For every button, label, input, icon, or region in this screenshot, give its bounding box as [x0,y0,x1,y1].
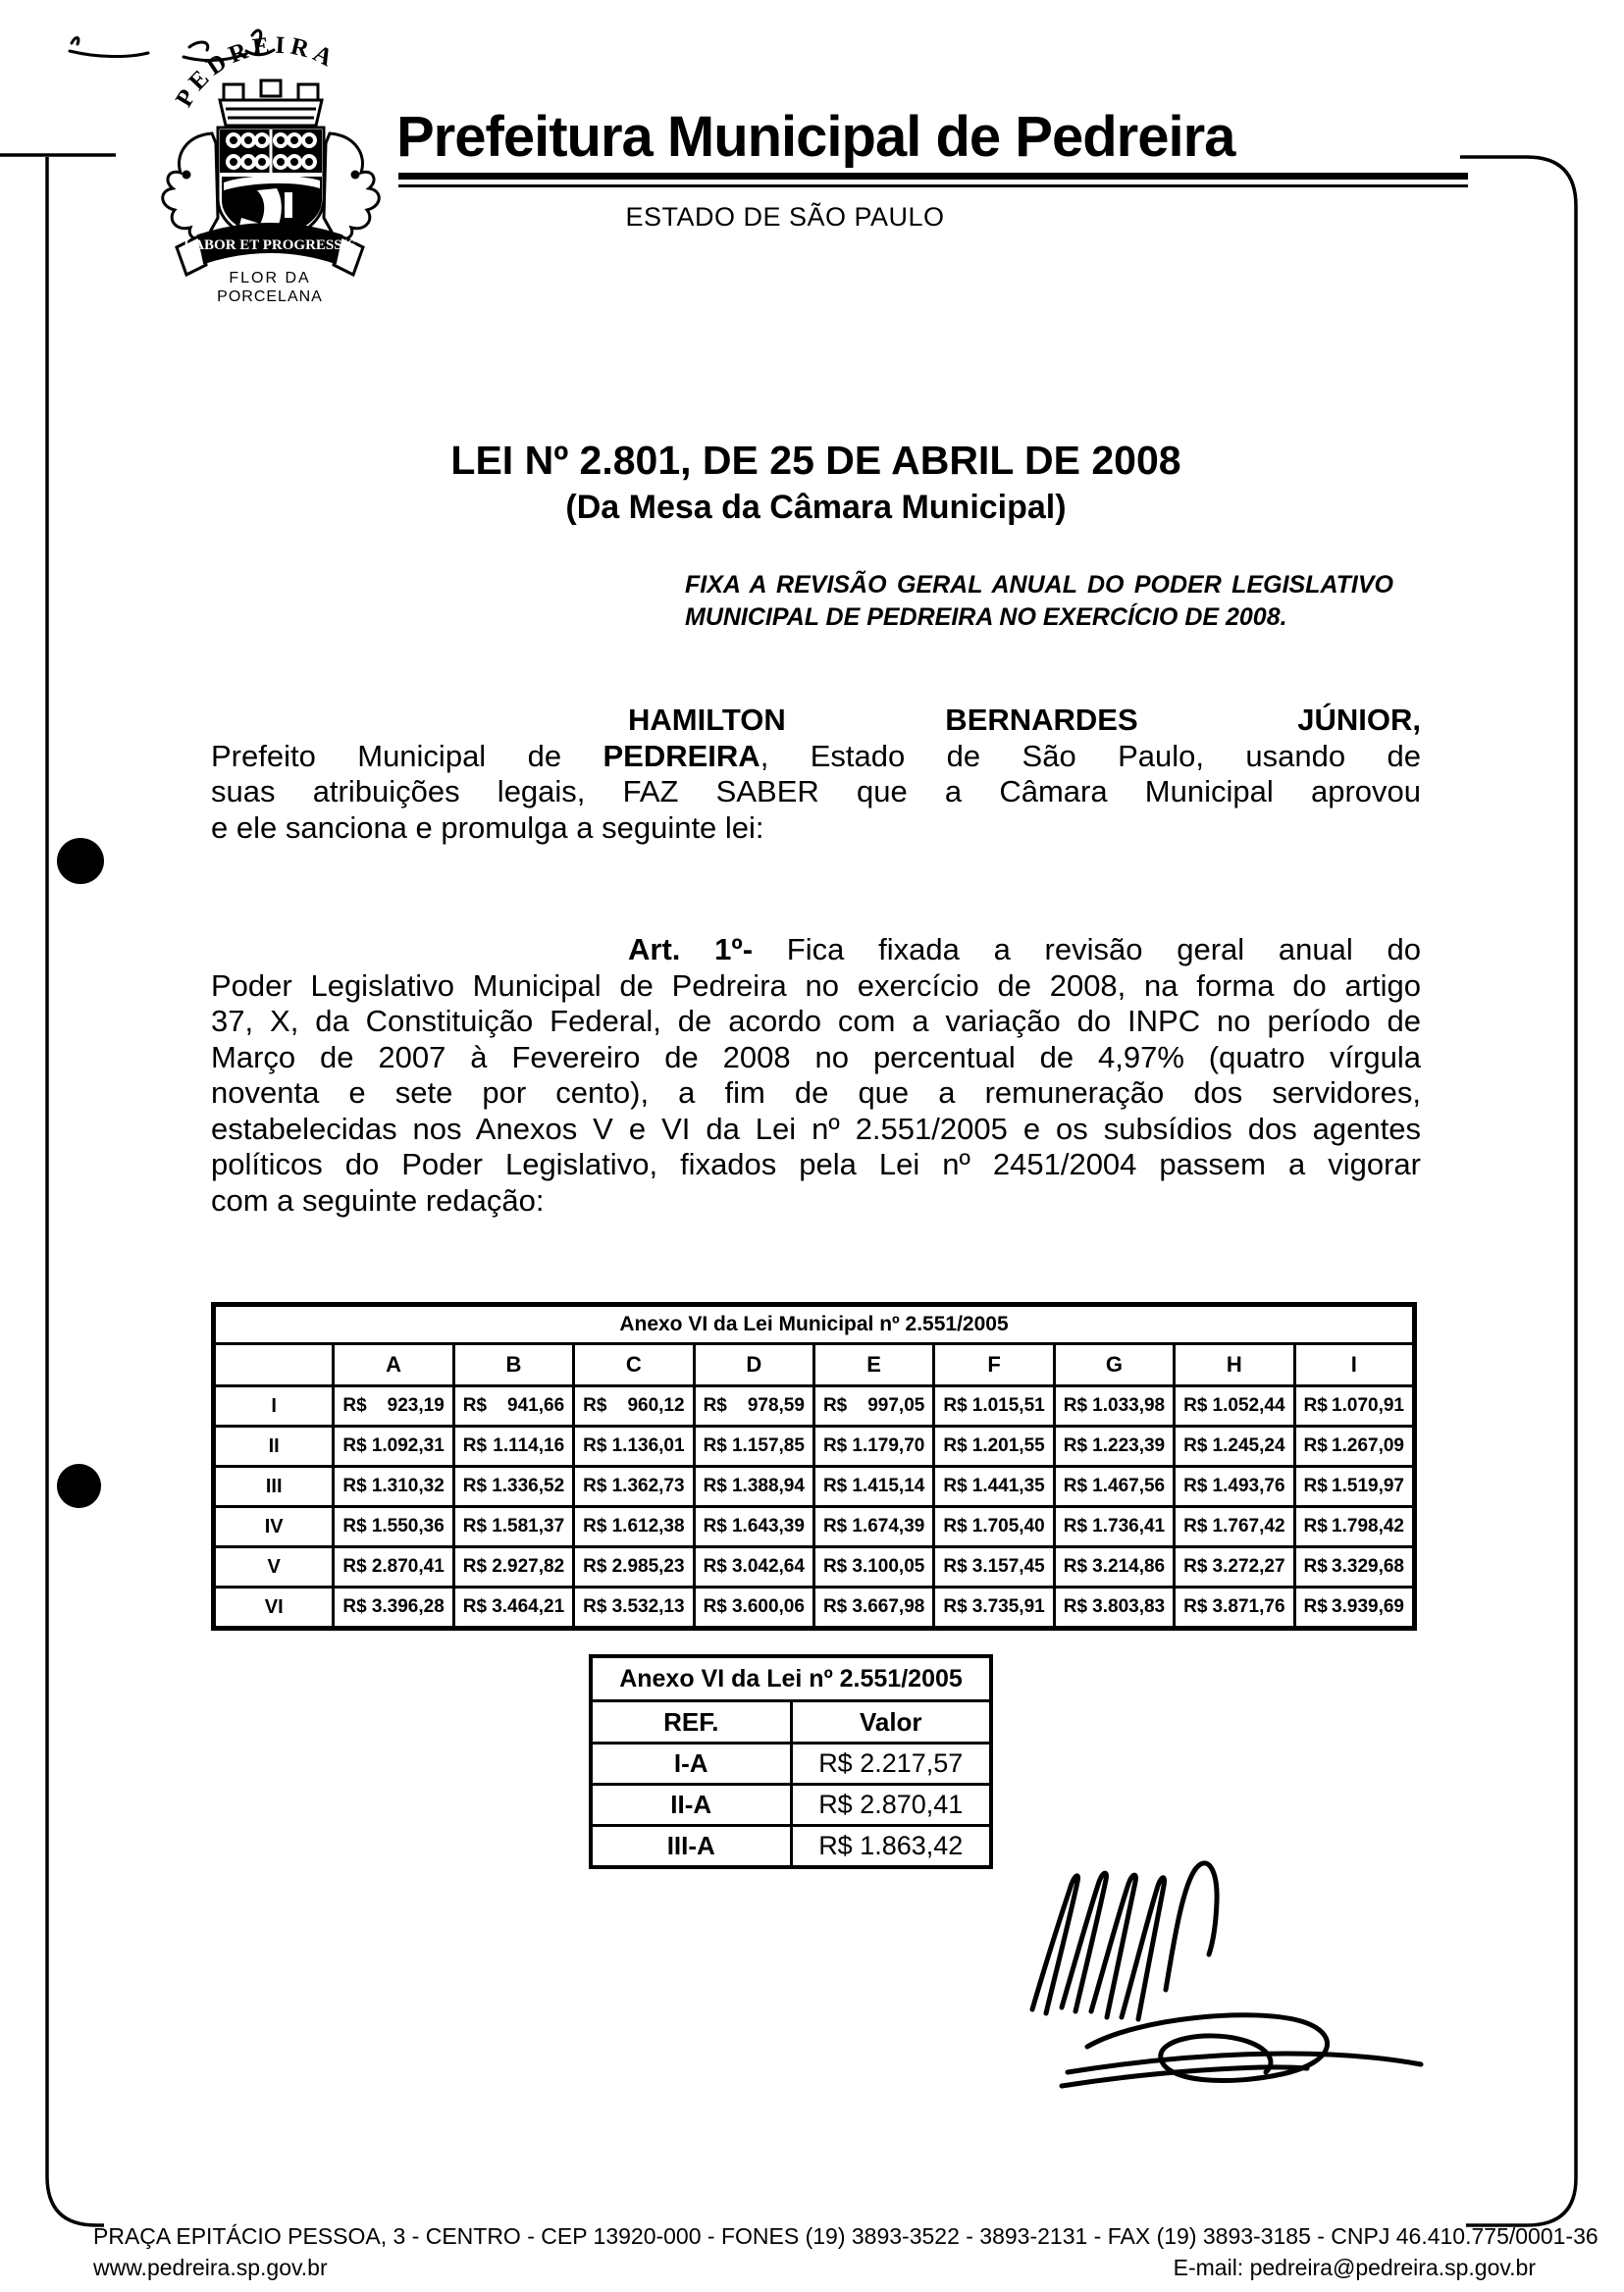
table-title: Anexo VI da Lei nº 2.551/2005 [591,1656,991,1701]
value-cell [453,1507,573,1547]
currency-symbol: R$ [943,1556,968,1577]
currency-symbol: R$ [462,1395,488,1416]
cell-value: 3.667,98 [852,1596,925,1617]
text-segment: Poder Legislativo Municipal de Pedreira no exercício de 2008, na forma do artigo [211,967,1421,1003]
footer-row [93,2255,1536,2281]
value-cell [1294,1507,1414,1547]
cell-value: 1.674,39 [852,1516,925,1537]
cell-value: 997,05 [867,1395,925,1416]
text-line [685,601,1393,634]
value-cell [694,1467,813,1507]
currency-symbol: R$ [462,1596,488,1617]
value-cell [334,1588,453,1629]
cell-value: 3.871,76 [1212,1596,1285,1617]
value-cell [1294,1467,1414,1507]
cell-value: 1.415,14 [852,1476,925,1496]
row-ref-label: II [214,1427,334,1467]
cell-value: 1.519,97 [1332,1476,1404,1496]
value-cell [813,1427,933,1467]
cell-value: 1.767,42 [1212,1516,1285,1537]
currency-symbol: R$ [1183,1516,1208,1537]
law-title: LEI Nº 2.801, DE 25 DE ABRIL DE 2008 [450,438,1181,483]
cell-value: 1.705,40 [971,1516,1045,1537]
value-cell [1175,1547,1294,1588]
cell-value: 1.310,32 [371,1476,445,1496]
column-header: REF. [591,1701,791,1744]
table-row [214,1588,1415,1629]
value-cell [334,1427,453,1467]
currency-symbol: R$ [1303,1435,1328,1456]
text-line [211,1040,1421,1076]
currency-symbol: R$ [943,1395,968,1416]
value-cell [813,1547,933,1588]
currency-symbol: R$ [1063,1516,1088,1537]
text-line [211,739,1421,775]
text-line [211,932,1421,968]
row-value: R$ 2.217,57 [791,1744,991,1785]
value-cell [1054,1507,1174,1547]
text-segment: noventa e sete por cento), a fim de que a remuneração dos servidores, [211,1075,1421,1110]
row-value: R$ 2.870,41 [791,1785,991,1826]
cell-value: 3.157,45 [971,1556,1045,1577]
table-row [214,1467,1415,1507]
cell-value: 3.803,83 [1092,1596,1166,1617]
text-segment: e ele sanciona e promulga a seguinte lei: [211,809,764,845]
column-header: B [453,1344,573,1386]
org-title: Prefeitura Municipal de Pedreira [396,105,1235,169]
currency-symbol: R$ [1303,1596,1328,1617]
currency-symbol: R$ [583,1556,607,1577]
cell-value: 3.464,21 [492,1596,565,1617]
column-header: F [934,1344,1054,1386]
table-header-row [214,1344,1415,1386]
org-subtitle: ESTADO DE SÃO PAULO [625,202,945,232]
cell-value: 3.214,86 [1092,1556,1166,1577]
currency-symbol: R$ [703,1435,727,1456]
currency-symbol: R$ [342,1395,367,1416]
column-header: I [1294,1344,1414,1386]
cell-value: 1.179,70 [852,1435,925,1456]
svg-text:PEDREIRA: PEDREIRA [171,31,341,112]
table-header-row [591,1701,991,1744]
currency-symbol: R$ [822,1516,848,1537]
annex-table [211,1302,1417,1631]
row-ref-label: III-A [591,1826,791,1868]
cell-value: 1.052,44 [1212,1395,1285,1416]
article-1-paragraph [211,932,1421,1219]
cell-value: 941,66 [507,1395,565,1416]
value-cell [334,1386,453,1427]
currency-symbol: R$ [703,1476,727,1496]
svg-text:FLOR DA: FLOR DA [229,270,311,286]
cell-value: 978,59 [747,1395,805,1416]
cell-value: 1.441,35 [971,1476,1045,1496]
value-cell [694,1386,813,1427]
row-ref-label: I [214,1386,334,1427]
value-cell [1054,1467,1174,1507]
cell-value: 1.493,76 [1212,1476,1285,1496]
cell-value: 1.643,39 [731,1516,805,1537]
currency-symbol: R$ [1183,1435,1208,1456]
currency-symbol: R$ [1063,1556,1088,1577]
value-cell [574,1467,694,1507]
value-cell [934,1427,1054,1467]
currency-symbol: R$ [1183,1556,1208,1577]
row-ref-label: IV [214,1507,334,1547]
cell-value: 1.336,52 [492,1476,565,1496]
column-header: Valor [791,1701,991,1744]
table-title: Anexo VI da Lei Municipal nº 2.551/2005 [214,1305,1415,1344]
text-segment: Art. 1º- [628,932,754,966]
currency-symbol: R$ [703,1395,727,1416]
currency-symbol: R$ [462,1435,488,1456]
value-cell [934,1588,1054,1629]
table-row [214,1547,1415,1588]
text-segment: 37, X, da Constituição Federal, de acordo com a variação do INPC no período de [211,1004,1421,1038]
value-cell [694,1547,813,1588]
cell-value: 923,19 [387,1395,445,1416]
value-cell [1054,1547,1174,1588]
column-header: C [574,1344,694,1386]
cell-value: 1.245,24 [1212,1435,1285,1456]
value-cell [1294,1427,1414,1467]
cell-value: 1.033,98 [1092,1395,1166,1416]
value-cell [1294,1588,1414,1629]
table-row [214,1427,1415,1467]
text-line [211,1183,1421,1220]
currency-symbol: R$ [583,1395,607,1416]
value-cell [334,1467,453,1507]
currency-symbol: R$ [1303,1516,1328,1537]
text-segment: políticos do Poder Legislativo, fixados pela Lei nº 2451/2004 passem a vigorar [211,1147,1421,1181]
text-segment: , Estado de São Paulo, usando de [760,738,1421,773]
value-cell [574,1427,694,1467]
currency-symbol: R$ [1303,1395,1328,1416]
column-header: D [694,1344,813,1386]
table-title-row [591,1656,991,1701]
cell-value: 3.042,64 [731,1556,805,1577]
currency-symbol: R$ [822,1435,848,1456]
text-line [211,703,1421,739]
currency-symbol: R$ [1183,1596,1208,1617]
cell-value: 1.114,16 [493,1435,565,1456]
value-cell [574,1588,694,1629]
text-line [211,968,1421,1005]
svg-text:LABOR ET PROGRESSIS: LABOR ET PROGRESSIS [183,237,356,253]
currency-symbol: R$ [583,1596,607,1617]
annex-table-wrap [211,1302,1417,1631]
cell-value: 1.388,94 [731,1476,805,1496]
currency-symbol: R$ [703,1556,727,1577]
cell-value: 1.136,01 [611,1435,685,1456]
currency-symbol: R$ [462,1556,488,1577]
text-segment: Março de 2007 à Fevereiro de 2008 no percentual de 4,97% (quatro vírgula [211,1039,1421,1074]
value-cell [694,1507,813,1547]
currency-symbol: R$ [583,1516,607,1537]
cell-value: 3.100,05 [852,1556,925,1577]
value-cell [574,1507,694,1547]
text-segment: MUNICIPAL DE PEDREIRA NO EXERCÍCIO DE 2008. [685,603,1287,631]
ref-table-wrap [589,1654,993,1869]
footer-address: PRAÇA EPITÁCIO PESSOA, 3 - CENTRO - CEP 13920-000 - FONES (19) 3893-3522 - 3893-2131 - FAX (19) 3893-3185 - CNPJ 46.410.775/0001-36 [93,2223,1598,2249]
value-cell [1175,1467,1294,1507]
cell-value: 3.532,13 [611,1596,685,1617]
value-cell [1294,1386,1414,1427]
svg-text:PORCELANA: PORCELANA [217,288,323,305]
currency-symbol: R$ [1063,1435,1088,1456]
ref-table [589,1654,993,1869]
value-cell [334,1547,453,1588]
row-ref-label: V [214,1547,334,1588]
ref-column-header [214,1344,334,1386]
value-cell [1175,1427,1294,1467]
value-cell [1294,1547,1414,1588]
currency-symbol: R$ [462,1516,488,1537]
table-row [591,1826,991,1868]
value-cell [1054,1588,1174,1629]
column-header: A [334,1344,453,1386]
currency-symbol: R$ [822,1395,848,1416]
signature [971,1843,1433,2108]
value-cell [1175,1386,1294,1427]
cell-value: 3.396,28 [371,1596,445,1617]
value-cell [1175,1588,1294,1629]
value-cell [813,1588,933,1629]
text-line [685,569,1393,601]
coat-of-arms [147,26,393,305]
value-cell [574,1386,694,1427]
value-cell [813,1386,933,1427]
cell-value: 1.612,38 [611,1516,685,1537]
currency-symbol: R$ [1183,1476,1208,1496]
currency-symbol: R$ [943,1516,968,1537]
row-ref-label: VI [214,1588,334,1629]
cell-value: 1.092,31 [371,1435,445,1456]
table-title-row [214,1305,1415,1344]
value-cell [574,1547,694,1588]
value-cell [813,1507,933,1547]
text-line [211,1112,1421,1148]
text-segment: suas atribuições legais, FAZ SABER que a Câmara Municipal aprovou [211,774,1421,808]
table-row [591,1744,991,1785]
text-segment: Fica fixada a revisão geral anual do [753,932,1422,966]
row-ref-label: III [214,1467,334,1507]
column-header: G [1054,1344,1174,1386]
currency-symbol: R$ [1303,1476,1328,1496]
preamble-paragraph [211,703,1421,846]
row-value: R$ 1.863,42 [791,1826,991,1868]
currency-symbol: R$ [1303,1556,1328,1577]
currency-symbol: R$ [943,1476,968,1496]
text-segment: HAMILTON BERNARDES JÚNIOR, [628,703,1421,737]
value-cell [813,1467,933,1507]
cell-value: 2.870,41 [371,1556,445,1577]
currency-symbol: R$ [703,1516,727,1537]
value-cell [1054,1386,1174,1427]
currency-symbol: R$ [822,1476,848,1496]
footer-email: E-mail: pedreira@pedreira.sp.gov.br [1173,2255,1536,2280]
cell-value: 3.939,69 [1332,1596,1404,1617]
cell-value: 2.927,82 [492,1556,565,1577]
text-segment: Prefeito Municipal de [211,738,603,773]
table-row [214,1386,1415,1427]
currency-symbol: R$ [462,1476,488,1496]
cell-value: 1.736,41 [1092,1516,1166,1537]
cell-value: 3.600,06 [731,1596,805,1617]
text-segment: com a seguinte redação: [211,1182,545,1218]
value-cell [1054,1427,1174,1467]
value-cell [694,1588,813,1629]
cell-value: 1.157,85 [731,1435,805,1456]
text-line [211,1075,1421,1112]
cell-value: 1.015,51 [971,1395,1045,1416]
title-rule-thick [398,173,1468,180]
cell-value: 960,12 [627,1395,685,1416]
currency-symbol: R$ [822,1556,848,1577]
title-rule-thin [398,184,1468,187]
cell-value: 3.272,27 [1212,1556,1285,1577]
currency-symbol: R$ [342,1556,367,1577]
hole-punch-dot [57,838,104,884]
value-cell [453,1467,573,1507]
law-subtitle: (Da Mesa da Câmara Municipal) [565,489,1067,526]
cell-value: 1.362,73 [611,1476,685,1496]
cell-value: 1.201,55 [971,1435,1045,1456]
cell-value: 1.467,56 [1092,1476,1166,1496]
text-segment: FIXA A REVISÃO GERAL ANUAL DO PODER LEGISLATIVO [685,571,1393,599]
currency-symbol: R$ [943,1435,968,1456]
value-cell [453,1547,573,1588]
currency-symbol: R$ [342,1596,367,1617]
value-cell [694,1427,813,1467]
cell-value: 3.735,91 [971,1596,1045,1617]
table-row [214,1507,1415,1547]
value-cell [934,1467,1054,1507]
value-cell [453,1588,573,1629]
value-cell [934,1507,1054,1547]
cell-value: 1.223,39 [1092,1435,1166,1456]
cell-value: 2.985,23 [611,1556,685,1577]
currency-symbol: R$ [1063,1596,1088,1617]
column-header: H [1175,1344,1294,1386]
currency-symbol: R$ [583,1435,607,1456]
row-ref-label: I-A [591,1744,791,1785]
text-line [211,774,1421,810]
value-cell [453,1427,573,1467]
currency-symbol: R$ [342,1435,367,1456]
currency-symbol: R$ [342,1476,367,1496]
currency-symbol: R$ [1063,1395,1088,1416]
law-ementa [685,569,1393,634]
text-segment: estabelecidas nos Anexos V e VI da Lei nº 2.551/2005 e os subsídios dos agentes [211,1111,1421,1146]
currency-symbol: R$ [342,1516,367,1537]
cell-value: 1.070,91 [1332,1395,1404,1416]
text-segment: PEDREIRA [602,738,760,773]
value-cell [934,1386,1054,1427]
currency-symbol: R$ [1183,1395,1208,1416]
cell-value: 3.329,68 [1332,1556,1404,1577]
text-line [211,810,1421,847]
row-ref-label: II-A [591,1785,791,1826]
text-line [211,1004,1421,1040]
currency-symbol: R$ [583,1476,607,1496]
hole-punch-dot [57,1464,101,1508]
value-cell [934,1547,1054,1588]
currency-symbol: R$ [943,1596,968,1617]
footer-website: www.pedreira.sp.gov.br [93,2255,328,2280]
value-cell [453,1386,573,1427]
table-row [591,1785,991,1826]
currency-symbol: R$ [1063,1476,1088,1496]
cell-value: 1.550,36 [371,1516,445,1537]
value-cell [1175,1507,1294,1547]
text-line [211,1147,1421,1183]
column-header: E [813,1344,933,1386]
cell-value: 1.581,37 [492,1516,565,1537]
value-cell [334,1507,453,1547]
currency-symbol: R$ [822,1596,848,1617]
cell-value: 1.798,42 [1332,1516,1404,1537]
cell-value: 1.267,09 [1332,1435,1404,1456]
currency-symbol: R$ [703,1596,727,1617]
